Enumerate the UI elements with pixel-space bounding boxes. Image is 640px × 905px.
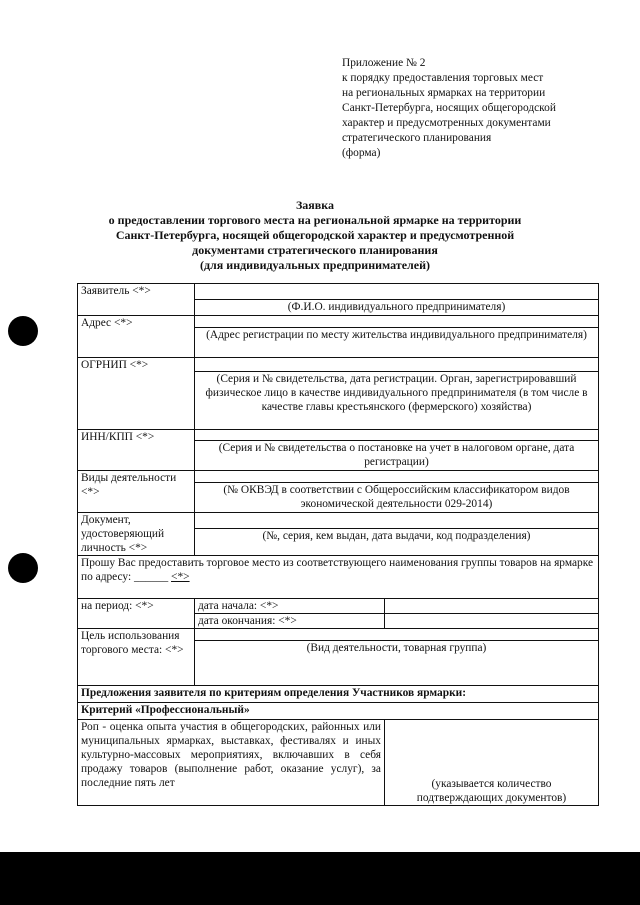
binder-hole-top — [8, 316, 38, 346]
appendix-line: (форма) — [342, 147, 381, 159]
activity-label: Виды деятельности <*> — [78, 471, 195, 513]
address-field[interactable] — [195, 316, 599, 328]
activity-field[interactable] — [195, 471, 599, 483]
criterion-text: Роп - оценка опыта участия в общегородских, районных или муниципальных ярмарках, выставках, фестивалях и иных культурно-массовых мероприятиях, включавших в себя продажу товаров (выполнение работ, оказание услуг), за последние пять лет — [78, 720, 385, 806]
start-date-field[interactable] — [385, 599, 599, 614]
request-text — [78, 556, 599, 599]
appendix-line: характер и предусмотренных документами — [342, 117, 551, 129]
end-date-field[interactable] — [385, 614, 599, 629]
period-label: на период: <*> — [78, 599, 195, 629]
title-heading: Заявка — [295, 198, 335, 212]
title-line: (для индивидуальных предпринимателей) — [199, 258, 430, 272]
start-date-label: дата начала: <*> — [195, 599, 385, 614]
scan-bottom-edge — [0, 852, 640, 905]
applicant-label: Заявитель <*> — [78, 284, 195, 316]
appendix-line: стратегического планирования — [342, 132, 492, 144]
purpose-label: Цель использования торгового места: <*> — [78, 629, 195, 686]
ogrnip-field[interactable] — [195, 358, 599, 372]
address-blank[interactable]: ______ — [134, 571, 169, 583]
appendix-line: к порядку предоставления торговых мест — [342, 72, 544, 84]
applicant-field[interactable] — [195, 284, 599, 300]
purpose-field[interactable] — [195, 629, 599, 641]
application-form — [77, 283, 599, 806]
criterion-heading: Критерий «Профессиональный» — [78, 703, 599, 720]
title-line: о предоставлении торгового места на региональной ярмарке на территории — [108, 213, 522, 227]
request-footnote-ref: <*> — [171, 571, 190, 583]
appendix-note — [342, 56, 607, 161]
id-document-label: Документ, удостоверяющий личность <*> — [78, 513, 195, 556]
title-line: документами стратегического планирования — [192, 243, 438, 257]
ogrnip-label: ОГРНИП <*> — [78, 358, 195, 430]
purpose-caption: (Вид деятельности, товарная группа) — [195, 641, 599, 686]
inn-caption: (Серия и № свидетельства о постановке на учет в налоговом органе, дата регистрации) — [195, 441, 599, 471]
appendix-line: Санкт-Петербурга, носящих общегородской — [342, 102, 556, 114]
title-line: Санкт-Петербурга, носящей общегородской характер и предусмотренной — [115, 228, 515, 242]
appendix-line: на региональных ярмарках на территории — [342, 87, 546, 99]
request-sentence: Прошу Вас предоставить торговое место из соответствующего наименования группы товаров на ярмарке по адресу: — [81, 557, 594, 583]
applicant-caption: (Ф.И.О. индивидуального предпринимателя) — [195, 300, 599, 316]
binder-hole-bottom — [8, 553, 38, 583]
document-title — [60, 198, 570, 273]
activity-caption: (№ ОКВЭД в соответствии с Общероссийским классификатором видов экономической деятельности 029-2014) — [195, 483, 599, 513]
inn-field[interactable] — [195, 430, 599, 441]
appendix-line: Приложение № 2 — [342, 57, 426, 69]
address-caption: (Адрес регистрации по месту жительства индивидуального предпринимателя) — [195, 328, 599, 358]
end-date-label: дата окончания: <*> — [195, 614, 385, 629]
id-document-field[interactable] — [195, 513, 599, 529]
address-label: Адрес <*> — [78, 316, 195, 358]
inn-label: ИНН/КПП <*> — [78, 430, 195, 471]
ogrnip-caption: (Серия и № свидетельства, дата регистрации. Орган, зарегистрировавший физическое лицо в качестве индивидуального предпринимателя (в том числе в качестве главы крестьянского (фермерского) хозяйства) — [195, 372, 599, 430]
id-document-caption: (№, серия, кем выдан, дата выдачи, код подразделения) — [195, 529, 599, 556]
proposals-heading: Предложения заявителя по критериям определения Участников ярмарки: — [78, 686, 599, 703]
criterion-caption: (указывается количество подтверждающих документов) — [385, 720, 599, 806]
